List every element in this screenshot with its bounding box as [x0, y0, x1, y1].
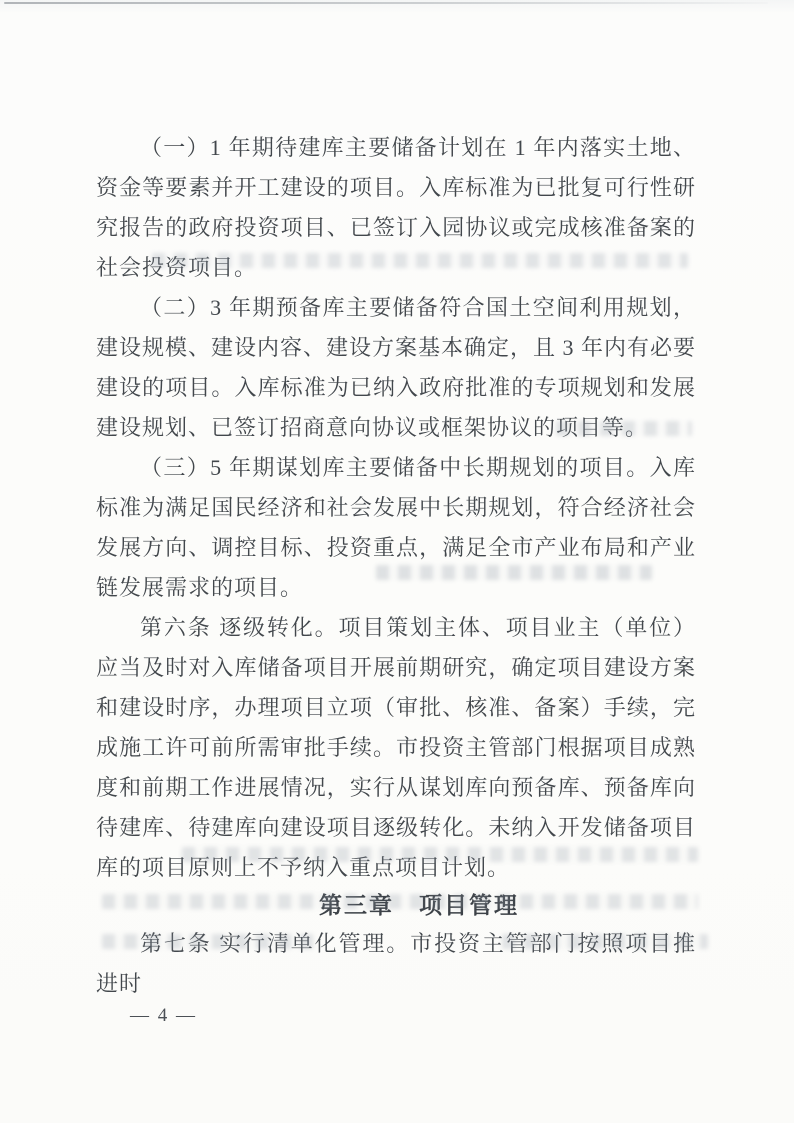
body-paragraph-article-6: 第六条 逐级转化。项目策划主体、项目业主（单位）应当及时对入库储备项目开展前期研究，确定项目建设方案和建设时序，办理项目立项（审批、核准、备案）手续，完成施工许可前所需审批手续。市投资主管部门根据项目成熟度和前期工作进展情况，实行从谋划库向预备库、预备库向待建库、待建库向建设项目逐级转化。未纳入开发储备项目库的项目原则上不予纳入重点项目计划。: [96, 615, 696, 880]
bleedthrough-artifact: [556, 421, 692, 436]
body-paragraph-article-7: 第七条 实行清单化管理。市投资主管部门按照项目推进时: [96, 931, 696, 996]
bleedthrough-artifact: [102, 934, 314, 949]
bleedthrough-artifact: [502, 934, 708, 949]
body-paragraph-item-2: （二）3 年期预备库主要储备符合国土空间利用规划，建设规模、建设内容、建设方案基本确定，且 3 年内有必要建设的项目。入库标准为已纳入政府批准的专项规划和发展建设规划、已签订招商意向协议或框架协议的项目等。: [96, 295, 697, 440]
bleedthrough-artifact: [376, 565, 652, 580]
bleedthrough-artifact: [102, 894, 698, 909]
body-paragraph-item-1: （一）1 年期待建库主要储备计划在 1 年内落实土地、资金等要素并开工建设的项目。入库标准为已批复可行性研究报告的政府投资项目、已签订入园协议或完成核准备案的社会投资项目。: [96, 135, 696, 280]
body-paragraph-item-3: （三）5 年期谋划库主要储备中长期规划的项目。入库标准为满足国民经济和社会发展中长期规划，符合经济社会发展方向、调控目标、投资重点，满足全市产业布局和产业链发展需求的项目。: [96, 455, 696, 600]
bleedthrough-artifact: [182, 847, 698, 862]
scan-edge-line: [4, 2, 768, 4]
chapter-heading: 第三章 项目管理: [319, 893, 519, 918]
page-number: — 4 —: [130, 1005, 197, 1026]
bleedthrough-artifact: [152, 253, 688, 268]
